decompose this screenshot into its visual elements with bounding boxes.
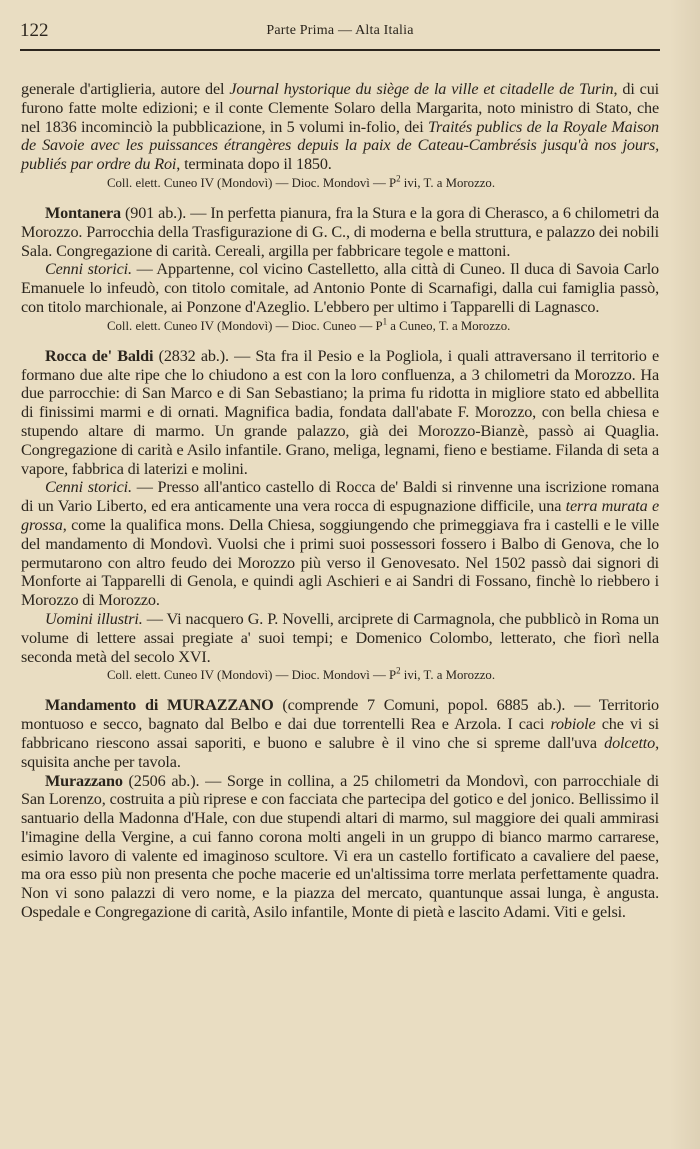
text-run: generale d'artiglieria, autore del xyxy=(21,80,230,98)
italic-text: robiole xyxy=(550,715,596,734)
page-edge-shadow xyxy=(670,0,700,1149)
paragraph xyxy=(21,347,659,479)
text-run: a Cuneo, T. a Morozzo. xyxy=(387,318,511,333)
superscript: 2 xyxy=(396,173,401,184)
text-run: Coll. elett. Cuneo IV (Mondovì) — Dioc. Cuneo — P xyxy=(107,318,383,333)
paragraph xyxy=(21,260,659,316)
text-run: , come la qualifica mons. Della Chiesa, soggiungendo che primeggiava fra i castelli e le ville del mandamento di Mondovì. Vuolsi che i primi suoi possessori fossero i Balbo di Genova, che lo permutarono con altro feudo dei Morozzo più verso il Genovesato. Nel 1502 passò dai signori di Monforte ai Tapparelli di Genola, e quindi agli Aschieri e ai Sandri di Fossano, finchè lo riebbero i Morozzo di Morozzo. xyxy=(21,515,659,610)
paragraph xyxy=(21,204,659,260)
text-run: — Vi nacquero G. P. Novelli, arciprete di Carmagnola, che pubblicò in Roma un volume di lettere assai pregiate a' suoi tempi; e Domenico Colombo, letterato, che fiorì nella seconda metà del secolo XVI. xyxy=(21,609,659,666)
paragraph xyxy=(21,696,659,771)
paragraph xyxy=(21,772,659,922)
superscript: 2 xyxy=(396,666,401,677)
superscript: 1 xyxy=(382,316,388,327)
text-run: — Presso all'antico castello di Rocca de' Baldi si rinvenne una iscrizione romana di un Vario Liberto, ed era anticamente una vera rocca di espugnazione difficile, una xyxy=(21,478,659,516)
text-run: , squisita anche per tavola. xyxy=(21,733,659,771)
entry-heading: Murazzano xyxy=(45,771,123,790)
text-run: ivi, T. a Morozzo. xyxy=(400,668,496,683)
text-run: che vi si fabbricano riescono assai saporiti, e buono e salubre è il vino che si spreme dall'uva xyxy=(21,715,659,752)
electoral-note xyxy=(21,666,659,684)
text-run: Coll. elett. Cuneo IV (Mondovì) — Dioc. Mondovì — P xyxy=(107,668,397,683)
italic-text: Traités publics de la Royale Maison de Savoie avec les puissances étrangères depuis la paix de Cateau-Cambrésis jusqu'à nos jours, publiés par ordre du Roi xyxy=(21,117,659,174)
text-run: — Appartenne, col vicino Castelletto, alla città di Cuneo. Il duca di Savoia Carlo Emanuele lo infeudò, con titolo comitale, ad Antonio Ponte di Scarnafigi, dalla cui famiglia passò, con titolo marchionale, ai Ponzone d'Azeglio. L'ebbero per ultimo i Tapparelli di Lagnasco. xyxy=(21,260,660,316)
page-body xyxy=(21,80,659,922)
header-rule xyxy=(20,49,660,51)
text-run: , terminata dopo il 1850. xyxy=(176,155,332,174)
italic-text: dolcetto xyxy=(604,733,656,752)
running-title: Parte Prima — Alta Italia xyxy=(266,23,414,38)
italic-text: terra murata e grossa xyxy=(21,497,659,534)
paragraph xyxy=(21,80,659,174)
text-run: (901 ab.). — In perfetta pianura, fra la Stura e la gora di Cherasco, a 6 chilometri da Morozzo. Parrocchia della Trasfigurazione di G. C., di moderna e bella struttura, e palazzo dei nobili Sala. Congregazione di carità. Cereali, argilla per fabbricare tegole e mattoni. xyxy=(21,203,659,260)
text-run: , di cui furono fatte molte edizioni; e il conte Clemente Solaro della Margarita, noto ministro di Stato, che nel 1836 incominciò la pubblicazione, in 5 volumi in-folio, dei xyxy=(21,80,659,136)
italic-text: Journal hystorique du siège de la ville et citadelle de Turin xyxy=(229,80,614,98)
paragraph xyxy=(21,610,659,666)
italic-text: Cenni storici. xyxy=(45,260,132,279)
entry-heading: Mandamento di MURAZZANO xyxy=(45,696,274,715)
italic-text: Cenni storici. xyxy=(45,478,132,497)
paragraph xyxy=(21,478,659,610)
text-run: ivi, T. a Morozzo. xyxy=(400,175,496,190)
electoral-note xyxy=(21,174,659,192)
italic-text: Uomini illustri. xyxy=(45,609,143,628)
electoral-note xyxy=(21,317,659,335)
text-run: (2506 ab.). — Sorge in collina, a 25 chilometri da Mondovì, con parrocchiale di San Lorenzo, costruita a più riprese e con facciata che partecipa del gotico e del jonico. Bellissimo il santuario della Madonna d'Hale, con due stupendi altari di marmo, sul maggiore dei quali ammirasi l'imagine della Vergine, a cui fanno corona molti angeli in un gruppo di bianco marmo carrarese, esimio lavoro di valente ed imaginoso scultore. Vi era un castello fortificato a cavaliere del paese, ma ora esso più non presenta che poche macerie ed un'altissima torre merlata perfettamente quadra. Non vi sono palazzi di vero nome, e la piazza del mercato, quantunque assai lunga, è angusta. Ospedale e Congregazione di carità, Asilo infantile, Monte di pietà e lascito Adami. Viti e gelsi. xyxy=(21,771,659,922)
entry-heading: Montanera xyxy=(45,203,121,222)
entry-heading: Rocca de' Baldi xyxy=(45,346,154,365)
text-run: Coll. elett. Cuneo IV (Mondovì) — Dioc. Mondovì — P xyxy=(107,175,397,190)
text-run: (2832 ab.). — Sta fra il Pesio e la Pogliola, i quali attraversano il territorio e formano due alte ripe che lo chiudono a est con la loro confluenza, a 3 chilometri da Morozzo. Ha due parrocchie: di San Marco e di San Sebastiano; la prima fu ridotta in migliore stato ed abbellita di finissimi marmi e di ornati. Magnifica badia, fondata dall'abate F. Morozzo, con bella chiesa e stupendo altare di marmo. Un grande palazzo, già dei Morozzo-Bianzè, passò ai Quaglia. Congregazione di carità e Asilo infantile. Grano, meliga, legnami, fieno e bestiame. Filanda di seta a vapore, fabbrica di laterizi e molini. xyxy=(21,346,659,478)
text-run: (comprende 7 Comuni, popol. 6885 ab.). — Territorio montuoso e secco, bagnato dal Belbo e dai due torrentelli Rea e Arzola. I caci xyxy=(21,696,659,734)
page-header xyxy=(20,20,660,50)
page-number: 122 xyxy=(20,20,49,41)
